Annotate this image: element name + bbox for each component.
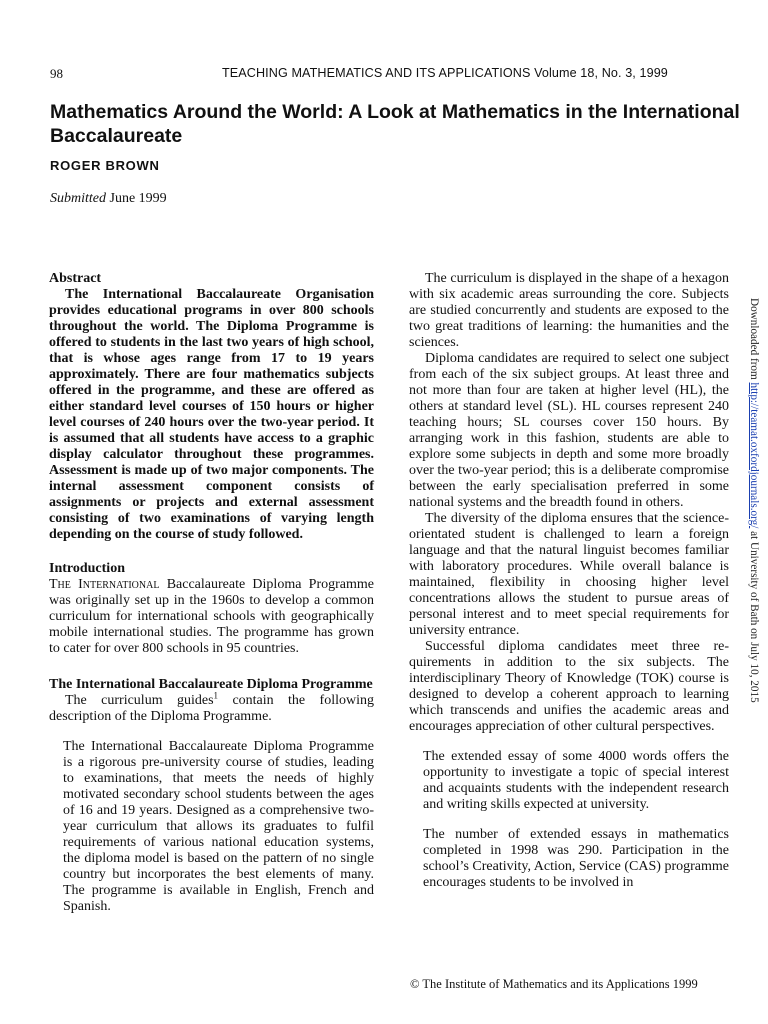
body-paragraph: Diploma candidates are required to select one subject from each of the six subject groups. At least three and not more than four are taken at higher level (HL), the others at standard level (SL). HL courses represent 240 teaching hours; SL courses cover 150 hours. By arranging work in this fashion, students are able to explore some subjects in depth and some more broadly over the two-year period; this is a deliberate compromise between the early specialisation preferred in some national systems and the breadth found in others. — [409, 351, 729, 510]
left-column — [49, 271, 374, 915]
journal-link[interactable]: http://teamat.oxfordjournals.org/ — [748, 382, 760, 529]
abstract-heading: Abstract — [49, 271, 102, 286]
copyright-footer: © The Institute of Mathematics and its Applications 1999 — [410, 977, 698, 991]
introduction-text — [49, 577, 374, 657]
ib-programme-quote: The International Baccalaureate Diploma Programme is a rigorous pre-university course of studies, leading to examinations, that meets the needs of highly motivated secondary school students between the ages of 16 and 19 years. Designed as a comprehensive two-year curriculum that allows its graduates to fulfil requirements of various national education systems, the diploma model is based on the pattern of no single country but incorporates the best elements of many. The programme is available in English, French and Spanish. — [63, 739, 374, 914]
cas-quote: The number of extended essays in mathematics completed in 1998 was 290. Participation in the school’s Creativity, Action, Service (CAS) programme encourages students to be involved in — [423, 827, 729, 890]
download-notice-text — [748, 298, 760, 703]
ib-section-intro — [49, 690, 374, 725]
download-suffix: at University of Bath on July 10, 2015 — [748, 528, 760, 703]
running-head: TEACHING MATHEMATICS AND ITS APPLICATIONS Volume 18, No. 3, 1999 — [222, 66, 668, 80]
author-name: ROGER BROWN — [50, 158, 160, 173]
submitted-line — [50, 191, 167, 207]
download-prefix: Downloaded from — [748, 298, 760, 383]
ib-section-heading: The International Baccalaureate Diploma Programme — [49, 677, 373, 692]
download-notice — [746, 298, 760, 718]
submitted-date: June 1999 — [109, 191, 167, 206]
right-column — [409, 271, 729, 891]
submitted-label: Submitted — [50, 191, 106, 206]
article-title: Mathematics Around the World: A Look at Mathematics in the International Baccalaureate — [50, 101, 740, 147]
abstract-text: The International Baccalaureate Organisation provides educational programs in over 800 schools throughout the world. The Diploma Programme is offered to students in the last two years of high school, that is whose ages range from 17 to 19 years approximately. There are four mathematics subjects offered in the programme, and these are offered as either standard level courses of 150 hours or higher level courses of 240 hours over the two-year period. It is assumed that all students have access to a graphic display calculator throughout these programmes. Assessment is made up of two major components. The internal assessment component consists of assignments or projects and external assessment consisting of two examinations of varying length depending on the course of study followed. — [49, 287, 374, 542]
ib-intro-text-end: contain the following description of the Diploma Programme. — [49, 693, 374, 724]
page-number: 98 — [50, 66, 63, 81]
introduction-body: Baccalaureate Diploma Programme was originally set up in the 1960s to develop a common curriculum for international schools with geographically mobile international studies. The programme has grown to cater for over 800 schools in 95 countries. — [49, 577, 374, 656]
introduction-heading: Introduction — [49, 561, 125, 576]
introduction-lead: The International — [49, 577, 160, 592]
footnote-ref: 1 — [213, 690, 219, 701]
body-paragraph: The diversity of the diploma ensures that the science-orientated student is challenged to learn a foreign language and that the natural linguist becomes familiar with laboratory procedures. While overall balance is maintained, flexibility in choosing higher level concentrations allows the student to pursue areas of personal interest and to meet special requirements for university entrance. — [409, 511, 729, 638]
body-paragraph: Successful diploma candidates meet three requirements in addition to the six subjects. The interdisciplinary Theory of Knowledge (TOK) course is designed to develop a coherent approach to learning which transcends and unifies the academic areas and encourages appreciation of other cultural perspectives. — [409, 639, 729, 734]
ib-intro-text: The curriculum guides — [65, 693, 214, 708]
extended-essay-quote: The extended essay of some 4000 words offers the opportunity to investigate a topic of special interest and acquaints students with the independent research and writing skills expected at university. — [423, 749, 729, 812]
body-paragraph: The curriculum is displayed in the shape of a hexagon with six academic areas surrounding the core. Subjects are studied concurrently and students are exposed to the two great traditions of learning: the humanities and the sciences. — [409, 271, 729, 350]
